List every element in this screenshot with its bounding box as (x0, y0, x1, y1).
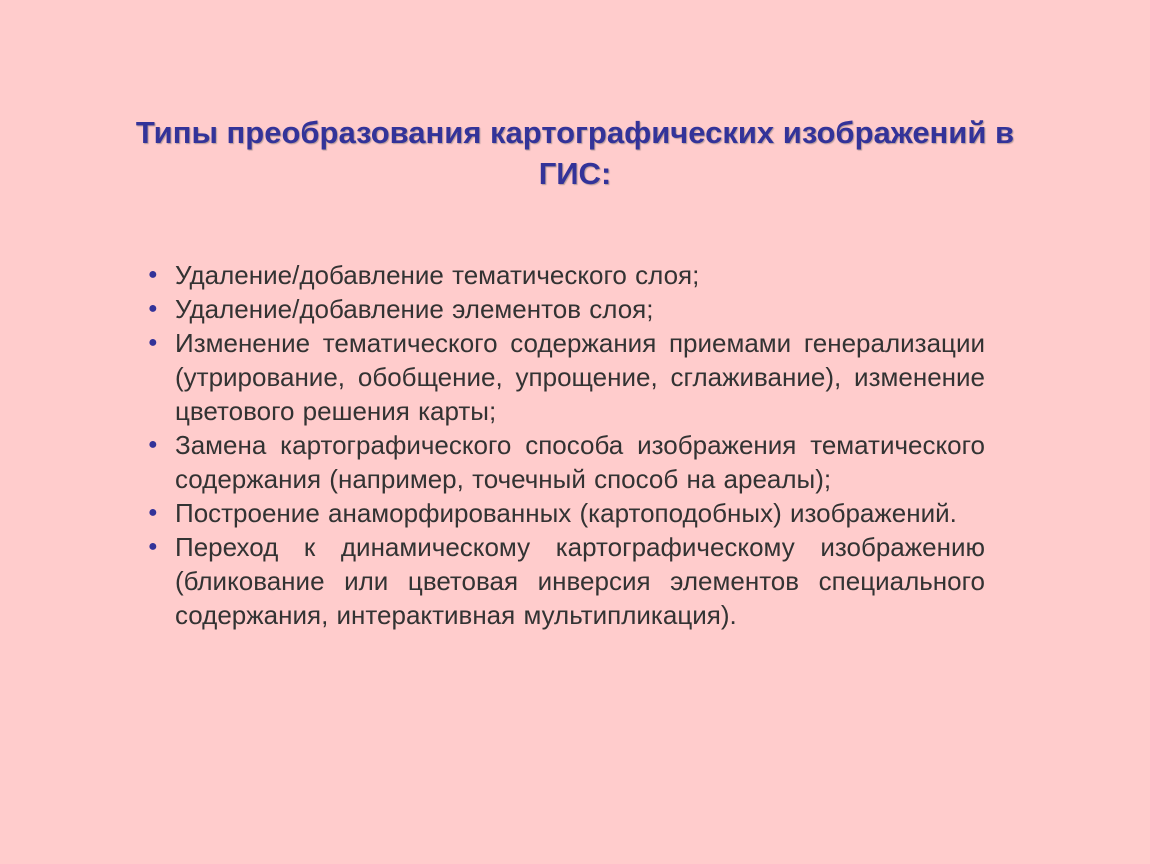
list-item-text: Изменение тематического содержания приемами генерализации (утрирование, обобщение, упрощение, сглаживание), изменение цветового решения карты; (175, 328, 985, 426)
list-item-text: Построение анаморфированных (картоподобных) изображений. (175, 498, 957, 528)
bullet-list (145, 258, 985, 632)
list-item (145, 530, 985, 632)
list-item-text: Удаление/добавление тематического слоя; (175, 260, 700, 290)
list-item-text: Удаление/добавление элементов слоя; (175, 294, 654, 324)
list-item (145, 258, 985, 292)
list-item-text: Замена картографического способа изображения тематического содержания (например, точечный способ на ареалы); (175, 430, 985, 494)
bullet-icon: ● (148, 436, 158, 453)
slide-title: Типы преобразования картографических изображений в ГИС: (135, 115, 1015, 191)
bullet-icon: ● (148, 538, 158, 555)
bullet-icon: ● (148, 504, 158, 521)
bullet-icon: ● (148, 334, 158, 351)
bullet-icon: ● (148, 300, 158, 317)
list-item (145, 292, 985, 326)
list-item-text: Переход к динамическому картографическому изображению (бликование или цветовая инверсия элементов специального содержания, интерактивная мультипликация). (175, 532, 985, 630)
list-item (145, 428, 985, 496)
bullet-icon: ● (148, 266, 158, 283)
list-item (145, 326, 985, 428)
list-item (145, 496, 985, 530)
